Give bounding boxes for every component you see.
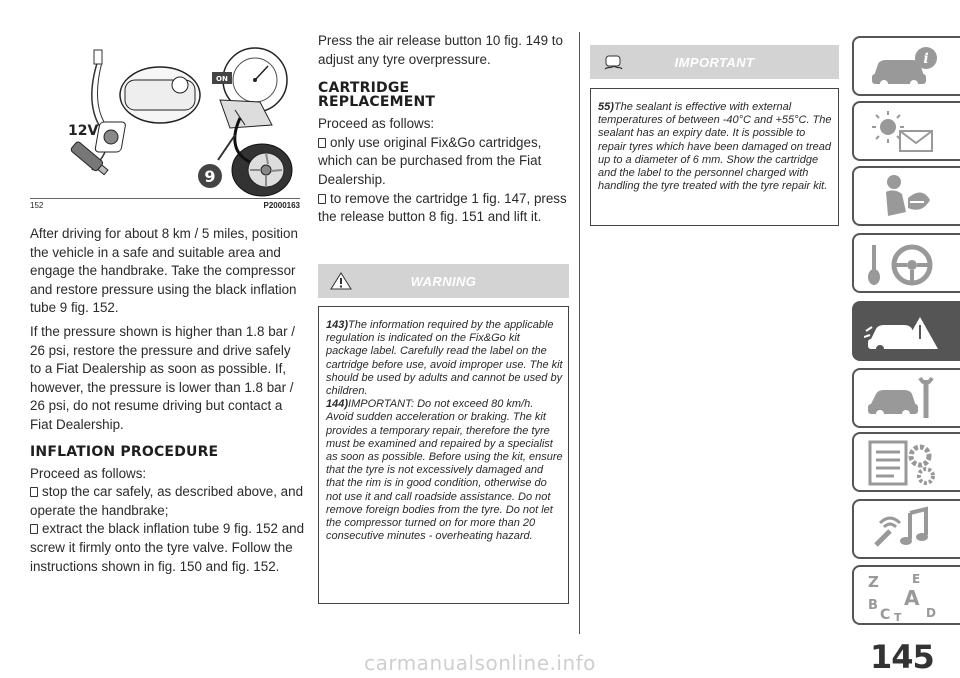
page-number: 145 (870, 638, 934, 676)
tab-index[interactable] (852, 565, 960, 625)
index-letter: B (868, 598, 878, 613)
index-letter: E (912, 572, 921, 586)
paragraph-pressure: If the pressure shown is higher than 1.8 bar / 26 psi, restore the pressure and drive safely to a Fiat Dealership as soon as possible. If, however, the pressure is lower than 1.8 bar / 26 psi, do not resume driving but contact a Fiat Dealership. (30, 323, 295, 432)
heading-line: REPLACEMENT (318, 94, 436, 111)
note-number: 143) (326, 319, 349, 331)
car-info-icon (864, 42, 944, 92)
tab-emergency[interactable] (852, 301, 960, 361)
svg-text:i: i (923, 51, 929, 67)
tab-multimedia[interactable] (852, 499, 960, 559)
warning-title: WARNING (410, 274, 477, 289)
warning-body (318, 306, 569, 604)
paragraph-proceed: Proceed as follows: (30, 465, 147, 481)
note-text: The sealant is effective with external temperatures of between -40°C and +55°C. The sealant has an expiry date. It is possible to repair tyres which have been damaged on tread up to a diameter of 6 mm. Show the cartridge and the label to the personnel charged with handling the tyre treated with the tyre repair kit. (598, 101, 832, 193)
figure-compressor-illustration (30, 30, 300, 198)
note-text: The information required by the applicable regulation is indicated on the Fix&Go kit package label. Carefully read the label on the cartridge before use, avoid improper use. The kit should be used by adults and cannot be used by children. (326, 319, 563, 398)
list-item-text: extract the black inflation tube 9 fig. 152 and screw it firmly onto the tyre valve. Follow the instructions shown in fig. 150 and fig. 152. (30, 521, 305, 574)
list-item-text: only use original Fix&Go cartridges, which can be purchased from the Fiat Dealership. (318, 134, 542, 187)
tab-maintenance[interactable] (852, 368, 960, 428)
warning-note (326, 398, 563, 543)
important-note (598, 101, 833, 193)
list-item (30, 483, 305, 520)
paragraph-proceed: Proceed as follows: (318, 116, 435, 132)
heading-inflation-procedure: INFLATION PROCEDURE (30, 443, 219, 460)
emergency-icon (864, 307, 944, 357)
index-letter: Z (868, 573, 879, 591)
figure-code: P2000163 (263, 201, 300, 210)
warning-note (326, 319, 563, 398)
checkbox-bullet-icon (30, 524, 38, 534)
list-item-text: to remove the cartridge 1 fig. 147, press the release button 8 fig. 151 and lift it. (318, 190, 567, 225)
warning-lights-icon (864, 107, 944, 157)
safety-airbag-icon (864, 172, 944, 222)
list-item (30, 520, 305, 576)
column-2 (318, 32, 570, 227)
checkbox-bullet-icon (318, 194, 326, 204)
compressor-illustration-icon (30, 30, 300, 198)
warning-header (318, 264, 569, 298)
column-divider (579, 32, 580, 634)
technical-data-icon (864, 438, 944, 488)
paragraph-after-driving: After driving for about 8 km / 5 miles, position the vehicle in a safe and suitable area and engage the handbrake. Take the compressor and restore pressure using the black inflation tube 9 fig. 152. (30, 226, 298, 316)
index-letter: C (880, 607, 891, 621)
label-on: ON (216, 75, 228, 83)
figure-number: 152 (30, 201, 44, 210)
note-number: 55) (598, 101, 614, 113)
note-text: IMPORTANT: Do not exceed 80 km/h. Avoid sudden acceleration or braking. The kit provides a temporary repair, therefore the tyre must be examined and repaired by a specialist as soon as possible. Before using the kit, ensure that the tyre is not excessively damaged and that the rim is in good condition, otherwise do not use it and call roadside assistance. Do not remove foreign bodies from the tyre. Do not let the compressor turned on for more than 20 consecutive minutes - overheating hazard. (326, 398, 563, 543)
list-item-text: stop the car safely, as described above, and operate the handbrake; (30, 484, 304, 518)
note-number: 144) (326, 398, 349, 411)
index-icon (864, 571, 944, 621)
paragraph-air-release: Press the air release button 10 fig. 149 to adjust any tyre overpressure. (318, 33, 563, 67)
index-letter: T (894, 611, 902, 621)
list-item (318, 190, 570, 227)
index-letter: A (904, 586, 920, 610)
tab-car-info[interactable] (852, 36, 960, 96)
checkbox-bullet-icon (30, 487, 38, 497)
tab-safety[interactable] (852, 166, 960, 226)
car-maintenance-icon (864, 374, 944, 424)
important-title: IMPORTANT (674, 55, 755, 70)
important-body (590, 88, 839, 226)
label-9: 9 (204, 167, 216, 186)
list-item (318, 134, 570, 190)
watermark: carmanualsonline.info (364, 651, 596, 675)
tab-warning-lights[interactable] (852, 101, 960, 161)
steering-key-icon (864, 239, 944, 289)
heading-line: CARTRIDGE (318, 80, 410, 97)
checkbox-bullet-icon (318, 138, 326, 148)
important-header (590, 45, 839, 79)
tab-technical-data[interactable] (852, 432, 960, 492)
column-1 (30, 225, 305, 576)
label-12v: 12V (68, 123, 99, 139)
heading-cartridge-replacement (318, 81, 570, 109)
multimedia-icon (864, 505, 944, 555)
tab-starting-driving[interactable] (852, 233, 960, 293)
figure-rule (30, 198, 300, 199)
index-letter: D (926, 606, 936, 620)
